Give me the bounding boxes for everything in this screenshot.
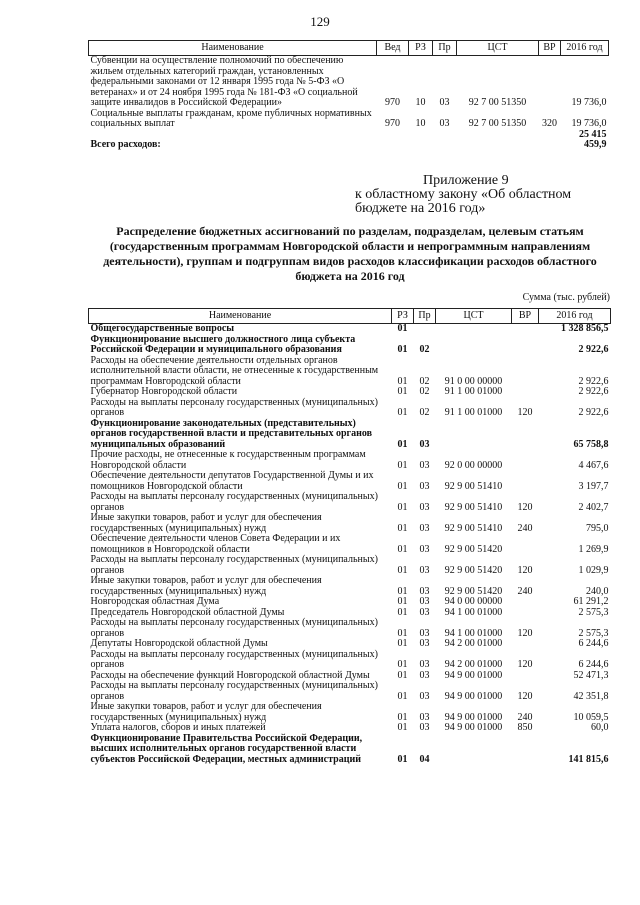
cell-name: Расходы на выплаты персоналу государственных (муниципальных) органов: [90, 648, 378, 670]
cell-pr: [414, 324, 436, 335]
cell-cst: 92 9 00 51420: [444, 585, 503, 597]
cell-vr: [512, 450, 539, 471]
cell-rz: 01: [397, 480, 408, 492]
cell-name: Иные закупки товаров, работ и услуг для обеспечения государственных (муниципальных) нужд: [90, 575, 322, 597]
cell-pr: 03: [419, 659, 430, 670]
cell-cst: 94 0 00 00000: [444, 596, 503, 607]
cell-name: Обеспечение деятельности депутатов Государственной Думы и их помощников Новгородской области: [90, 470, 374, 492]
cell-vr: [512, 335, 539, 356]
cell-rz: 01: [397, 344, 408, 355]
cell-name: Губернатор Новгородской области: [90, 386, 238, 397]
table-row: [89, 650, 611, 671]
cell-pr: 03: [419, 638, 430, 649]
cell-vr: 120: [517, 659, 533, 670]
table-row: [89, 335, 611, 356]
table-row: [89, 387, 611, 398]
cell-sum: 1 029,9: [578, 564, 609, 576]
cell-sum: 2 402,7: [578, 501, 609, 513]
cell-rz: 01: [397, 522, 408, 534]
table-row: [89, 723, 611, 734]
cell-vr: 240: [517, 522, 533, 534]
cell-sum: 2 922,6: [578, 375, 609, 387]
cell-ved: 970: [385, 97, 400, 108]
cell-pr: 03: [419, 722, 430, 733]
budget-table: [88, 308, 611, 765]
cell-name: Иные закупки товаров, работ и услуг для обеспечения государственных (муниципальных) нужд: [90, 512, 322, 534]
cell-cst: 92 7 00 51350: [468, 97, 527, 108]
cell-pr: 03: [419, 606, 430, 618]
cell-sum: 2 575,3: [578, 627, 609, 639]
cell-name: Общегосударственные вопросы: [90, 323, 235, 334]
cell-rz: 01: [397, 711, 408, 723]
col-header: Наименование: [89, 309, 392, 324]
cell-name: Функционирование высшего должностного лица субъекта Российской Федерации и муниципального образования: [90, 333, 356, 355]
cell-sum: 2 922,6: [578, 386, 609, 397]
cell-vr: [512, 597, 539, 608]
cell-rz: 10: [415, 97, 426, 108]
cell-pr: 03: [439, 97, 450, 108]
cell-cst: 94 1 00 01000: [444, 606, 503, 618]
cell-cst: 91 1 00 01000: [444, 407, 503, 418]
cell-pr: 03: [419, 543, 430, 555]
cell-sum: 2 922,6: [578, 344, 609, 355]
cell-vr: [512, 356, 539, 388]
cell-pr: 03: [419, 711, 430, 723]
cell-name: Расходы на выплаты персоналу государственных (муниципальных) органов: [90, 680, 378, 702]
cell-vr: [512, 734, 539, 766]
cell-sum: 3 197,7: [578, 480, 609, 492]
cell-ved: 970: [385, 118, 400, 129]
col-header: Наименование: [89, 41, 377, 56]
cell-sum: 6 244,6: [578, 638, 609, 649]
cell-name: Прочие расходы, не отнесенные к государственным программам Новгородской области: [90, 449, 366, 471]
cell-rz: 01: [397, 722, 408, 733]
cell-vr: [512, 387, 539, 398]
cell-vr: 240: [517, 711, 533, 723]
cell-pr: 02: [419, 386, 430, 397]
cell-rz: 01: [397, 585, 408, 597]
cell-sum: 19 736,0: [571, 118, 607, 129]
table-row: [89, 618, 611, 639]
cell-vr: [512, 639, 539, 650]
cell-ved: [377, 130, 409, 151]
table-row: [89, 534, 611, 555]
cell-vr: [539, 130, 561, 151]
cell-rz: 01: [397, 407, 408, 418]
cell-cst: 92 0 00 00000: [444, 459, 503, 471]
cell-cst: [436, 324, 512, 335]
cell-cst: 92 9 00 51410: [444, 522, 503, 534]
cell-pr: 03: [419, 522, 430, 534]
col-header: Пр: [414, 309, 436, 324]
cell-name: Расходы на выплаты персоналу государственных (муниципальных) органов: [90, 491, 378, 513]
table-row: [89, 492, 611, 513]
cell-name: Расходы на обеспечение функций Новгородской областной Думы: [90, 669, 370, 681]
cell-cst: 94 9 00 01000: [444, 722, 503, 733]
cell-rz: 01: [397, 659, 408, 670]
cell-name: Субвенции на осуществление полномочий по обеспечению жильем отдельных категорий граждан, установленных федеральными законами от 12 января 1995 года № 5-ФЗ «О ветеранах» и от 24 ноября 1995 года № 181-ФЗ «О социальной защите инвалидов в Российской Федерации»: [90, 55, 358, 108]
units-label: Сумма (тыс. рублей): [522, 292, 610, 303]
cell-vr: 120: [517, 690, 533, 702]
cell-pr: 03: [419, 690, 430, 702]
cell-pr: [433, 130, 457, 151]
cell-rz: 01: [397, 690, 408, 702]
cell-vr: 240: [517, 585, 533, 597]
cell-name: Всего расходов:: [90, 139, 161, 150]
cell-pr: 03: [419, 459, 430, 471]
cell-vr: [512, 671, 539, 682]
cell-vr: [512, 608, 539, 619]
cell-rz: 01: [397, 606, 408, 618]
page-number: 129: [310, 14, 330, 29]
cell-vr: 120: [517, 627, 533, 639]
table-row: [89, 419, 611, 451]
table-row: [89, 450, 611, 471]
cell-name: Уплата налогов, сборов и иных платежей: [90, 722, 266, 733]
table-row: [89, 471, 611, 492]
cell-cst: [457, 130, 539, 151]
cell-vr: 850: [517, 722, 533, 733]
cell-pr: 03: [419, 438, 430, 450]
cell-vr: [539, 56, 561, 109]
cell-pr: 03: [419, 585, 430, 597]
cell-cst: 94 2 00 01000: [444, 659, 503, 670]
cell-sum: 52 471,3: [573, 669, 609, 681]
cell-rz: 01: [397, 638, 408, 649]
col-header: Пр: [433, 41, 457, 56]
cell-pr: 03: [439, 118, 450, 129]
col-header: 2016 год: [561, 41, 609, 56]
table-row: [89, 597, 611, 608]
col-header: РЗ: [409, 41, 433, 56]
table-row: [89, 398, 611, 419]
cell-rz: 10: [415, 118, 426, 129]
cell-pr: 02: [419, 344, 430, 355]
cell-pr: 03: [419, 596, 430, 607]
col-header: РЗ: [392, 309, 414, 324]
cell-sum: 61 291,2: [573, 596, 609, 607]
cell-sum: 141 815,6: [568, 753, 609, 765]
cell-name: Депутаты Новгородской областной Думы: [90, 638, 268, 649]
col-header: ВР: [539, 41, 561, 56]
cell-sum: 19 736,0: [571, 97, 607, 108]
document-title: Распределение бюджетных ассигнований по разделам, подразделам, целевым статьям (государственным программам Новгородской области и непрограммным направлениям деятельности), группам и подгруппам видов расходов классификации расходов областного бюджета на 2016 год: [103, 224, 597, 283]
cell-name: Расходы на выплаты персоналу государственных (муниципальных) органов: [90, 554, 378, 576]
cell-rz: 01: [397, 564, 408, 576]
cell-vr: 120: [517, 407, 533, 418]
cell-vr: [512, 324, 539, 335]
cell-sum: 2 575,3: [578, 606, 609, 618]
cell-cst: 91 1 00 01000: [444, 386, 503, 397]
col-header: ЦСТ: [457, 41, 539, 56]
cell-rz: 01: [397, 375, 408, 387]
cell-sum: 1 269,9: [578, 543, 609, 555]
cell-cst: 94 9 00 01000: [444, 669, 503, 681]
cell-rz: 01: [397, 596, 408, 607]
cell-name: Расходы на выплаты персоналу государственных (муниципальных) органов: [90, 396, 378, 418]
cell-sum: 1 328 856,5: [561, 323, 609, 334]
cell-name: Председатель Новгородской областной Думы: [90, 606, 285, 618]
table-row: [89, 109, 609, 130]
cell-vr: [512, 534, 539, 555]
cell-cst: 92 7 00 51350: [468, 118, 527, 129]
table-row: [89, 555, 611, 576]
cell-vr: [512, 419, 539, 451]
cell-rz: 01: [397, 627, 408, 639]
cell-cst: 94 1 00 01000: [444, 627, 503, 639]
continuation-table: [88, 40, 609, 151]
cell-rz: 01: [397, 459, 408, 471]
cell-cst: 91 0 00 00000: [444, 375, 503, 387]
cell-pr: 03: [419, 501, 430, 513]
cell-pr: 02: [419, 375, 430, 387]
table-row: [89, 576, 611, 597]
cell-pr: 02: [419, 407, 430, 418]
table-row: [89, 513, 611, 534]
col-header: 2016 год: [539, 309, 611, 324]
table-row: [89, 734, 611, 766]
cell-rz: [409, 130, 433, 151]
cell-rz: 01: [397, 501, 408, 513]
cell-sum: 6 244,6: [578, 659, 609, 670]
cell-sum: 795,0: [586, 522, 609, 534]
cell-vr: [512, 471, 539, 492]
cell-pr: 03: [419, 480, 430, 492]
cell-cst: [436, 734, 512, 766]
cell-sum: 240,0: [586, 585, 609, 597]
cell-name: Расходы на выплаты персоналу государственных (муниципальных) органов: [90, 617, 378, 639]
cell-sum: 2 922,6: [578, 407, 609, 418]
cell-rz: 01: [397, 438, 408, 450]
table-header-row: [89, 309, 611, 324]
table-row: [89, 56, 609, 109]
cell-vr: 120: [517, 564, 533, 576]
cell-sum: 25 415 459,9: [579, 128, 607, 150]
cell-cst: 92 9 00 51420: [444, 543, 503, 555]
cell-rz: 01: [397, 543, 408, 555]
cell-name: Расходы на обеспечение деятельности отдельных органов исполнительной власти области, не отнесенные к государственным программам Новгородской области: [90, 354, 379, 387]
cell-name: Социальные выплаты гражданам, кроме публичных нормативных социальных выплат: [90, 107, 372, 129]
cell-rz: 01: [397, 323, 408, 334]
cell-cst: 92 9 00 51420: [444, 564, 503, 576]
cell-rz: 01: [397, 669, 408, 681]
table-row: [89, 702, 611, 723]
cell-sum: 10 059,5: [573, 711, 609, 723]
col-header: ЦСТ: [436, 309, 512, 324]
table-header-row: [89, 41, 609, 56]
col-header: ВР: [512, 309, 539, 324]
col-header: Вед: [377, 41, 409, 56]
cell-cst: 92 9 00 51410: [444, 480, 503, 492]
table-row: [89, 639, 611, 650]
cell-pr: 03: [419, 669, 430, 681]
cell-pr: 03: [419, 564, 430, 576]
cell-pr: 04: [419, 753, 430, 765]
cell-rz: 01: [397, 386, 408, 397]
table-row: [89, 681, 611, 702]
cell-rz: 01: [397, 753, 408, 765]
table-row: [89, 356, 611, 388]
cell-vr: 120: [517, 501, 533, 513]
annex-heading: [355, 174, 615, 216]
cell-vr: 320: [542, 118, 557, 129]
cell-sum: 42 351,8: [573, 690, 609, 702]
cell-sum: 4 467,6: [578, 459, 609, 471]
cell-name: Обеспечение деятельности членов Совета Федерации и их помощников в Новгородской области: [90, 533, 341, 555]
cell-cst: 92 9 00 51410: [444, 501, 503, 513]
annex-reference: к областному закону «Об областном бюджете на 2016 год»: [355, 187, 572, 216]
cell-sum: 65 758,8: [573, 438, 609, 450]
cell-cst: 94 9 00 01000: [444, 690, 503, 702]
cell-name: Новгородская областная Дума: [90, 596, 220, 607]
annex-number: Приложение 9: [423, 173, 509, 188]
cell-cst: [436, 419, 512, 451]
cell-pr: 03: [419, 627, 430, 639]
cell-sum: 60,0: [591, 722, 609, 733]
cell-cst: [436, 335, 512, 356]
table-row: [89, 324, 611, 335]
cell-cst: 94 9 00 01000: [444, 711, 503, 723]
cell-name: Функционирование законодательных (представительных) органов государственной власти и представительных органов муниципальных образований: [90, 417, 372, 450]
cell-name: Иные закупки товаров, работ и услуг для обеспечения государственных (муниципальных) нужд: [90, 701, 322, 723]
table-row: [89, 130, 609, 151]
cell-name: Функционирование Правительства Российской Федерации, высших исполнительных органов государственной власти субъектов Российской Федерации, местных администраций: [90, 732, 363, 765]
cell-cst: 94 2 00 01000: [444, 638, 503, 649]
